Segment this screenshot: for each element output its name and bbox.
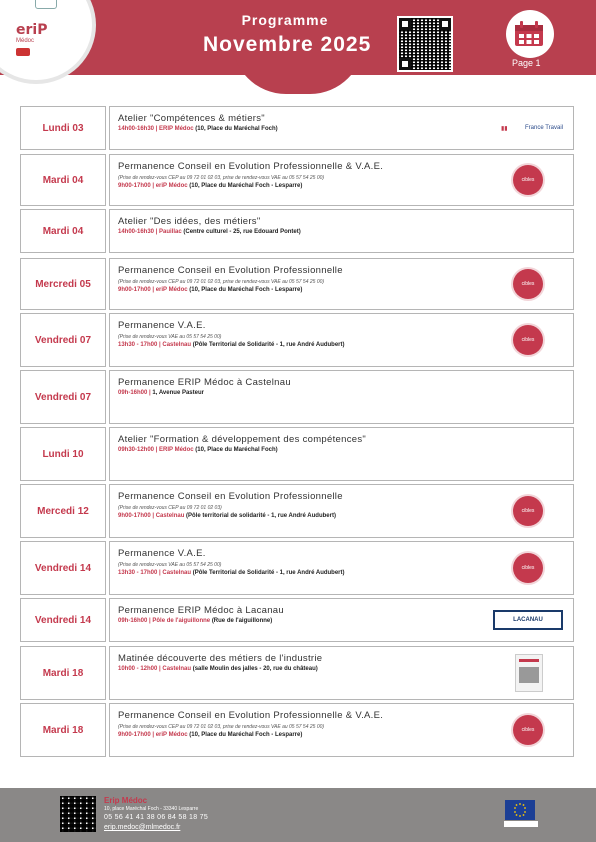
event-place: (Pôle Territorial de Solidarité - 1, rue André Audubert) — [192, 570, 345, 576]
event-details — [118, 732, 565, 738]
event-row — [20, 106, 574, 150]
event-place: (10, Place du Maréchal Foch) — [195, 126, 278, 132]
event-place: (10, Place du Maréchal Foch - Lesparre) — [189, 287, 303, 293]
event-title: Permanence V.A.E. — [118, 320, 206, 331]
eu-flag-icon — [505, 800, 535, 820]
event-details — [118, 447, 565, 453]
logo-text: eriP — [16, 22, 48, 38]
event-title: Matinée découverte des métiers de l'industrie — [118, 653, 323, 664]
logo-subtext: Médoc — [16, 38, 35, 44]
event-booking-note: (Prise de rendez-vous VAE au 05 57 54 25 00) — [118, 562, 222, 568]
event-content — [109, 209, 574, 253]
event-title: Permanence Conseil en Evolution Professionnelle & V.A.E. — [118, 710, 384, 721]
cibles-logo-icon: cibles — [513, 553, 543, 583]
event-content — [109, 370, 574, 424]
event-time: 09h-16h00 | Pôle de l'aiguillonne — [118, 618, 211, 624]
event-day: Mercredi 05 — [20, 258, 106, 310]
event-booking-note: (Prise de rendez-vous VAE au 05 57 54 25 00) — [118, 334, 222, 340]
event-day: Vendredi 14 — [20, 541, 106, 595]
event-time: 14h00-16h30 | Pauillac — [118, 229, 182, 235]
event-row — [20, 484, 574, 538]
event-place: (Centre culturel - 25, rue Edouard Pontet) — [183, 229, 301, 235]
event-content — [109, 703, 574, 757]
event-place: (Pôle territorial de solidarité - 1, rue André Audubert) — [186, 513, 336, 519]
event-time: 09h30-12h00 | ERIP Médoc — [118, 447, 194, 453]
event-title: Permanence ERIP Médoc à Lacanau — [118, 605, 284, 616]
event-place: (Rue de l'aiguillonne) — [211, 618, 273, 624]
event-time: 13h30 - 17h00 | Castelnau — [118, 342, 192, 348]
event-title: Permanence Conseil en Evolution Professionnelle — [118, 491, 343, 502]
industry-poster-icon — [515, 654, 543, 692]
header-title-month: Novembre 2025 — [203, 33, 372, 56]
event-content — [109, 484, 574, 538]
event-title: Permanence Conseil en Evolution Professionnelle & V.A.E. — [118, 161, 384, 172]
event-time: 9h00-17h00 | eriP Médoc — [118, 183, 188, 189]
event-day: Lundi 03 — [20, 106, 106, 150]
event-content — [109, 106, 574, 150]
event-day: Lundi 10 — [20, 427, 106, 481]
partner-badge-icon — [16, 48, 30, 56]
event-place: (salle Moulin des jalles - 20, rue du château) — [192, 666, 318, 672]
event-details — [118, 342, 565, 348]
footer-address: 10, place Maréchal Foch - 33340 Lesparre — [104, 806, 199, 812]
event-day: Vendredi 14 — [20, 598, 106, 642]
event-row — [20, 154, 574, 206]
cibles-logo-icon: cibles — [513, 325, 543, 355]
footer-qr-code-icon[interactable] — [60, 796, 96, 832]
event-day: Mercedi 12 — [20, 484, 106, 538]
event-day: Mardi 04 — [20, 154, 106, 206]
event-details — [118, 126, 565, 132]
event-title: Permanence ERIP Médoc à Castelnau — [118, 377, 291, 388]
region-badge-icon — [35, 0, 57, 9]
event-day: Vendredi 07 — [20, 313, 106, 367]
event-place: (10, Place du Maréchal Foch) — [195, 447, 278, 453]
event-details — [118, 666, 565, 672]
eu-funding-label — [504, 821, 538, 827]
event-place: 1, Avenue Pasteur — [152, 390, 204, 396]
event-time: 10h00 - 12h00 | Castelnau — [118, 666, 192, 672]
event-row — [20, 427, 574, 481]
event-details — [118, 513, 565, 519]
event-content — [109, 541, 574, 595]
calendar-icon — [513, 20, 545, 48]
event-content — [109, 258, 574, 310]
event-day: Mardi 04 — [20, 209, 106, 253]
event-content — [109, 598, 574, 642]
event-time: 9h00-17h00 | eriP Médoc — [118, 732, 188, 738]
event-place: (10, Place du Maréchal Foch - Lesparre) — [189, 183, 303, 189]
event-place: (Pôle Territorial de Solidarité - 1, rue André Audubert) — [192, 342, 345, 348]
cibles-logo-icon: cibles — [513, 715, 543, 745]
event-details — [118, 183, 565, 189]
event-title: Atelier "Compétences & métiers" — [118, 113, 265, 124]
event-content — [109, 313, 574, 367]
page-number: Page 1 — [512, 58, 541, 68]
footer-org-name: Erip Médoc — [104, 796, 148, 805]
event-time: 14h00-16h30 | ERIP Médoc — [118, 126, 194, 132]
cibles-logo-icon: cibles — [513, 496, 543, 526]
event-time: 13h30 - 17h00 | Castelnau — [118, 570, 192, 576]
event-row — [20, 703, 574, 757]
event-day: Mardi 18 — [20, 646, 106, 700]
event-row — [20, 313, 574, 367]
event-content — [109, 154, 574, 206]
event-title: Atelier "Formation & développement des compétences" — [118, 434, 367, 445]
header-title-programme: Programme — [241, 12, 329, 28]
event-time: 09h-16h00 | — [118, 390, 151, 396]
event-title: Atelier "Des idées, des métiers" — [118, 216, 261, 227]
event-row — [20, 598, 574, 642]
event-details — [118, 229, 565, 235]
event-content — [109, 427, 574, 481]
event-time: 9h00-17h00 | Castelnau — [118, 513, 185, 519]
event-row — [20, 541, 574, 595]
qr-code-icon[interactable] — [397, 16, 453, 72]
event-content — [109, 646, 574, 700]
france-travail-logo-icon: ▮▮ France Travail — [501, 125, 563, 132]
event-title: Permanence Conseil en Evolution Professionnelle — [118, 265, 343, 276]
event-booking-note: (Prise de rendez-vous CEP au 09 72 01 02 03, prise de rendez-vous VAE au 05 57 54 25 00) — [118, 175, 325, 181]
cibles-logo-icon: cibles — [513, 269, 543, 299]
footer-email-link[interactable]: erip.medoc@mlmedoc.fr — [104, 824, 181, 831]
event-row — [20, 370, 574, 424]
event-booking-note: (Prise de rendez-vous CEP au 09 72 01 02 03) — [118, 505, 222, 511]
cibles-logo-icon: cibles — [513, 165, 543, 195]
event-details — [118, 287, 565, 293]
event-details — [118, 390, 565, 396]
event-row — [20, 209, 574, 253]
event-row — [20, 646, 574, 700]
event-booking-note: (Prise de rendez-vous CEP au 09 72 01 02 03, prise de rendez-vous VAE au 05 57 54 25 00) — [118, 279, 325, 285]
lacanau-logo-icon: LACANAU — [493, 610, 563, 630]
event-day: Mardi 18 — [20, 703, 106, 757]
footer-phones: 05 56 41 41 38 06 84 58 18 75 — [104, 814, 209, 821]
event-time: 9h00-17h00 | eriP Médoc — [118, 287, 188, 293]
event-title: Permanence V.A.E. — [118, 548, 206, 559]
event-day: Vendredi 07 — [20, 370, 106, 424]
france-travail-label: France Travail — [524, 125, 563, 131]
event-details — [118, 570, 565, 576]
event-booking-note: (Prise de rendez-vous CEP au 09 72 01 02 03, prise de rendez-vous VAE au 05 57 54 25 00) — [118, 724, 325, 730]
event-row — [20, 258, 574, 310]
event-place: (10, Place du Maréchal Foch - Lesparre) — [189, 732, 303, 738]
